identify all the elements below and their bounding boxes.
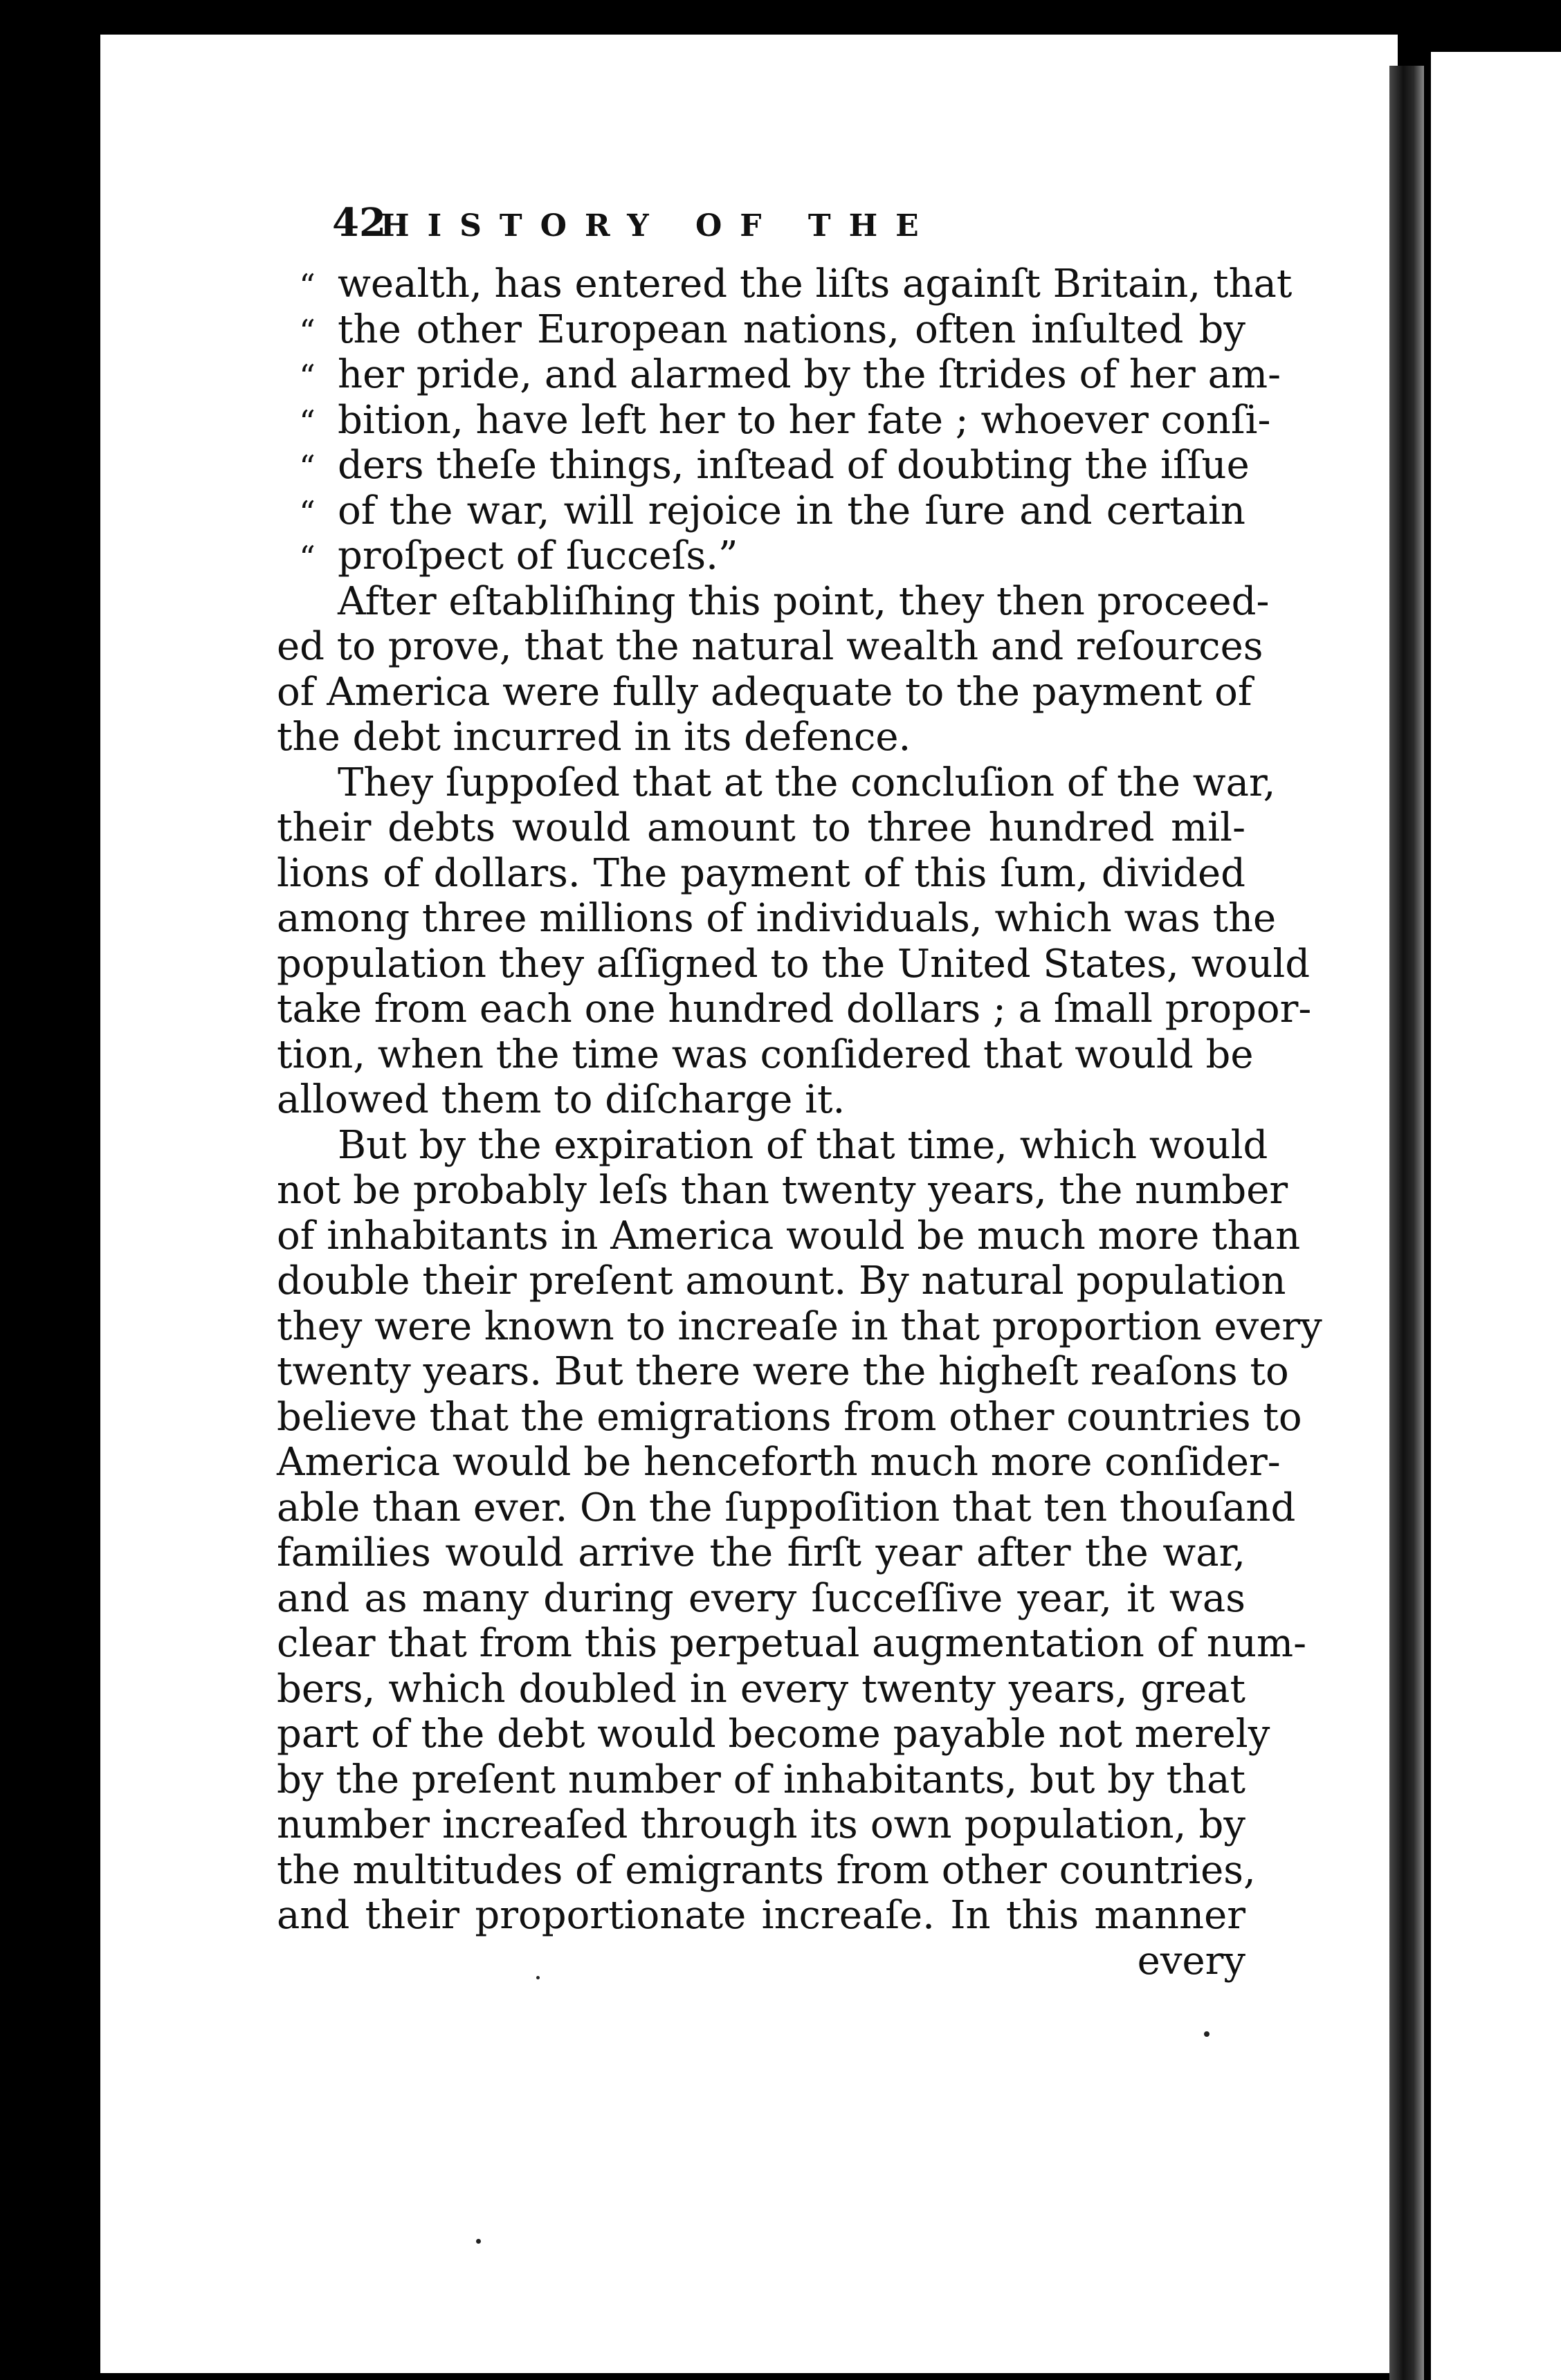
quote-text: bition, have left her to her fate ; whoever conſi- [338,397,1271,443]
text-line: and their proportionate increaſe. In this manner [277,1893,1245,1938]
paragraph [277,578,1270,760]
quote-mark: “ [299,448,316,486]
text-line: the multitudes of emigrants from other countries, [277,1847,1256,1893]
ink-speck [1204,2031,1209,2037]
quotation-block [277,262,1293,579]
catchword: every [1137,1938,1245,1984]
text-line: bers, which doubled in every twenty years, great [277,1666,1245,1712]
text-line: able than ever. On the ſuppoſition that ten thouſand [277,1485,1296,1530]
quote-text: the other European nations, often inſulted by [338,306,1245,352]
quote-line [277,262,1293,307]
text-line: clear that from this perpetual augmentation of num- [277,1621,1307,1666]
text-line: After eſtabliſhing this point, they then proceed- [338,578,1270,624]
text-line: of inhabitants in America would be much more than [277,1213,1301,1258]
text-line: by the preſent number of inhabitants, but by that [277,1757,1245,1802]
text-line: lions of dollars. The payment of this ſum, divided [277,850,1245,896]
quote-mark: “ [299,403,316,441]
text-line: of America were fully adequate to the payment of [277,669,1252,715]
ink-speck [536,1976,540,1979]
quote-text: her pride, and alarmed by the ſtrides of her am- [338,352,1281,397]
quote-mark: “ [299,312,316,350]
text-line: tion, when the time was conſidered that would be [277,1032,1254,1077]
running-title: HISTORY OF THE [381,208,937,244]
text-line: and as many during every ſucceſſive year, it was [277,1575,1245,1621]
text-line: But by the expiration of that time, which would [338,1122,1268,1168]
text-line: families would arrive the firſt year after the war, [277,1530,1245,1575]
quote-text: of the war, will rejoice in the ſure and certain [338,488,1245,533]
text-line: the debt incurred in its defence. [277,715,911,760]
page-number: 42 [332,200,386,246]
quote-text: ders theſe things, inſtead of doubting the iſſue [338,443,1250,488]
quote-text: wealth, has entered the liſts againſt Britain, that [338,262,1293,306]
book-gutter [1389,66,1424,2380]
quote-line [277,307,1245,353]
text-line: double their preſent amount. By natural population [277,1258,1286,1303]
quote-mark: “ [299,539,316,576]
paragraph [277,760,1312,1123]
quote-mark: “ [299,358,316,395]
quote-line [277,397,1271,443]
running-head [277,201,1245,262]
quote-text: proſpect of ſucceſs.” [338,533,738,578]
text-line: believe that the emigrations from other countries to [277,1394,1302,1440]
text-line: they were known to increaſe in that proportion every [277,1303,1322,1349]
text-line: part of the debt would become payable not merely [277,1712,1270,1757]
text-line: not be probably leſs than twenty years, the number [277,1168,1288,1213]
text-line: allowed them to diſcharge it. [277,1077,846,1122]
text-line: take from each one hundred dollars ; a ſmall propor- [277,987,1312,1032]
facing-page-edge [1431,52,1561,2380]
text-line: among three millions of individuals, which was the [277,896,1277,941]
text-line: population they aſſigned to the United States, would [277,941,1311,987]
quote-line [277,488,1245,534]
text-line: They ſuppoſed that at the concluſion of the war, [338,760,1276,805]
text-line: ed to prove, that the natural wealth and reſources [277,624,1263,669]
quote-line [277,533,1245,579]
quote-line [277,443,1250,488]
quote-mark: “ [299,493,316,531]
text-line: America would be henceforth much more conſider- [277,1440,1281,1485]
paragraph [277,1122,1322,1939]
text-line: number increaſed through its own population, by [277,1802,1245,1847]
quote-mark: “ [299,267,316,304]
quote-line [277,352,1281,398]
text-line: their debts would amount to three hundred mil- [277,805,1245,850]
ink-speck [476,2239,481,2244]
page-text [277,200,1322,1984]
text-line: twenty years. But there were the higheſt reaſons to [277,1349,1289,1394]
